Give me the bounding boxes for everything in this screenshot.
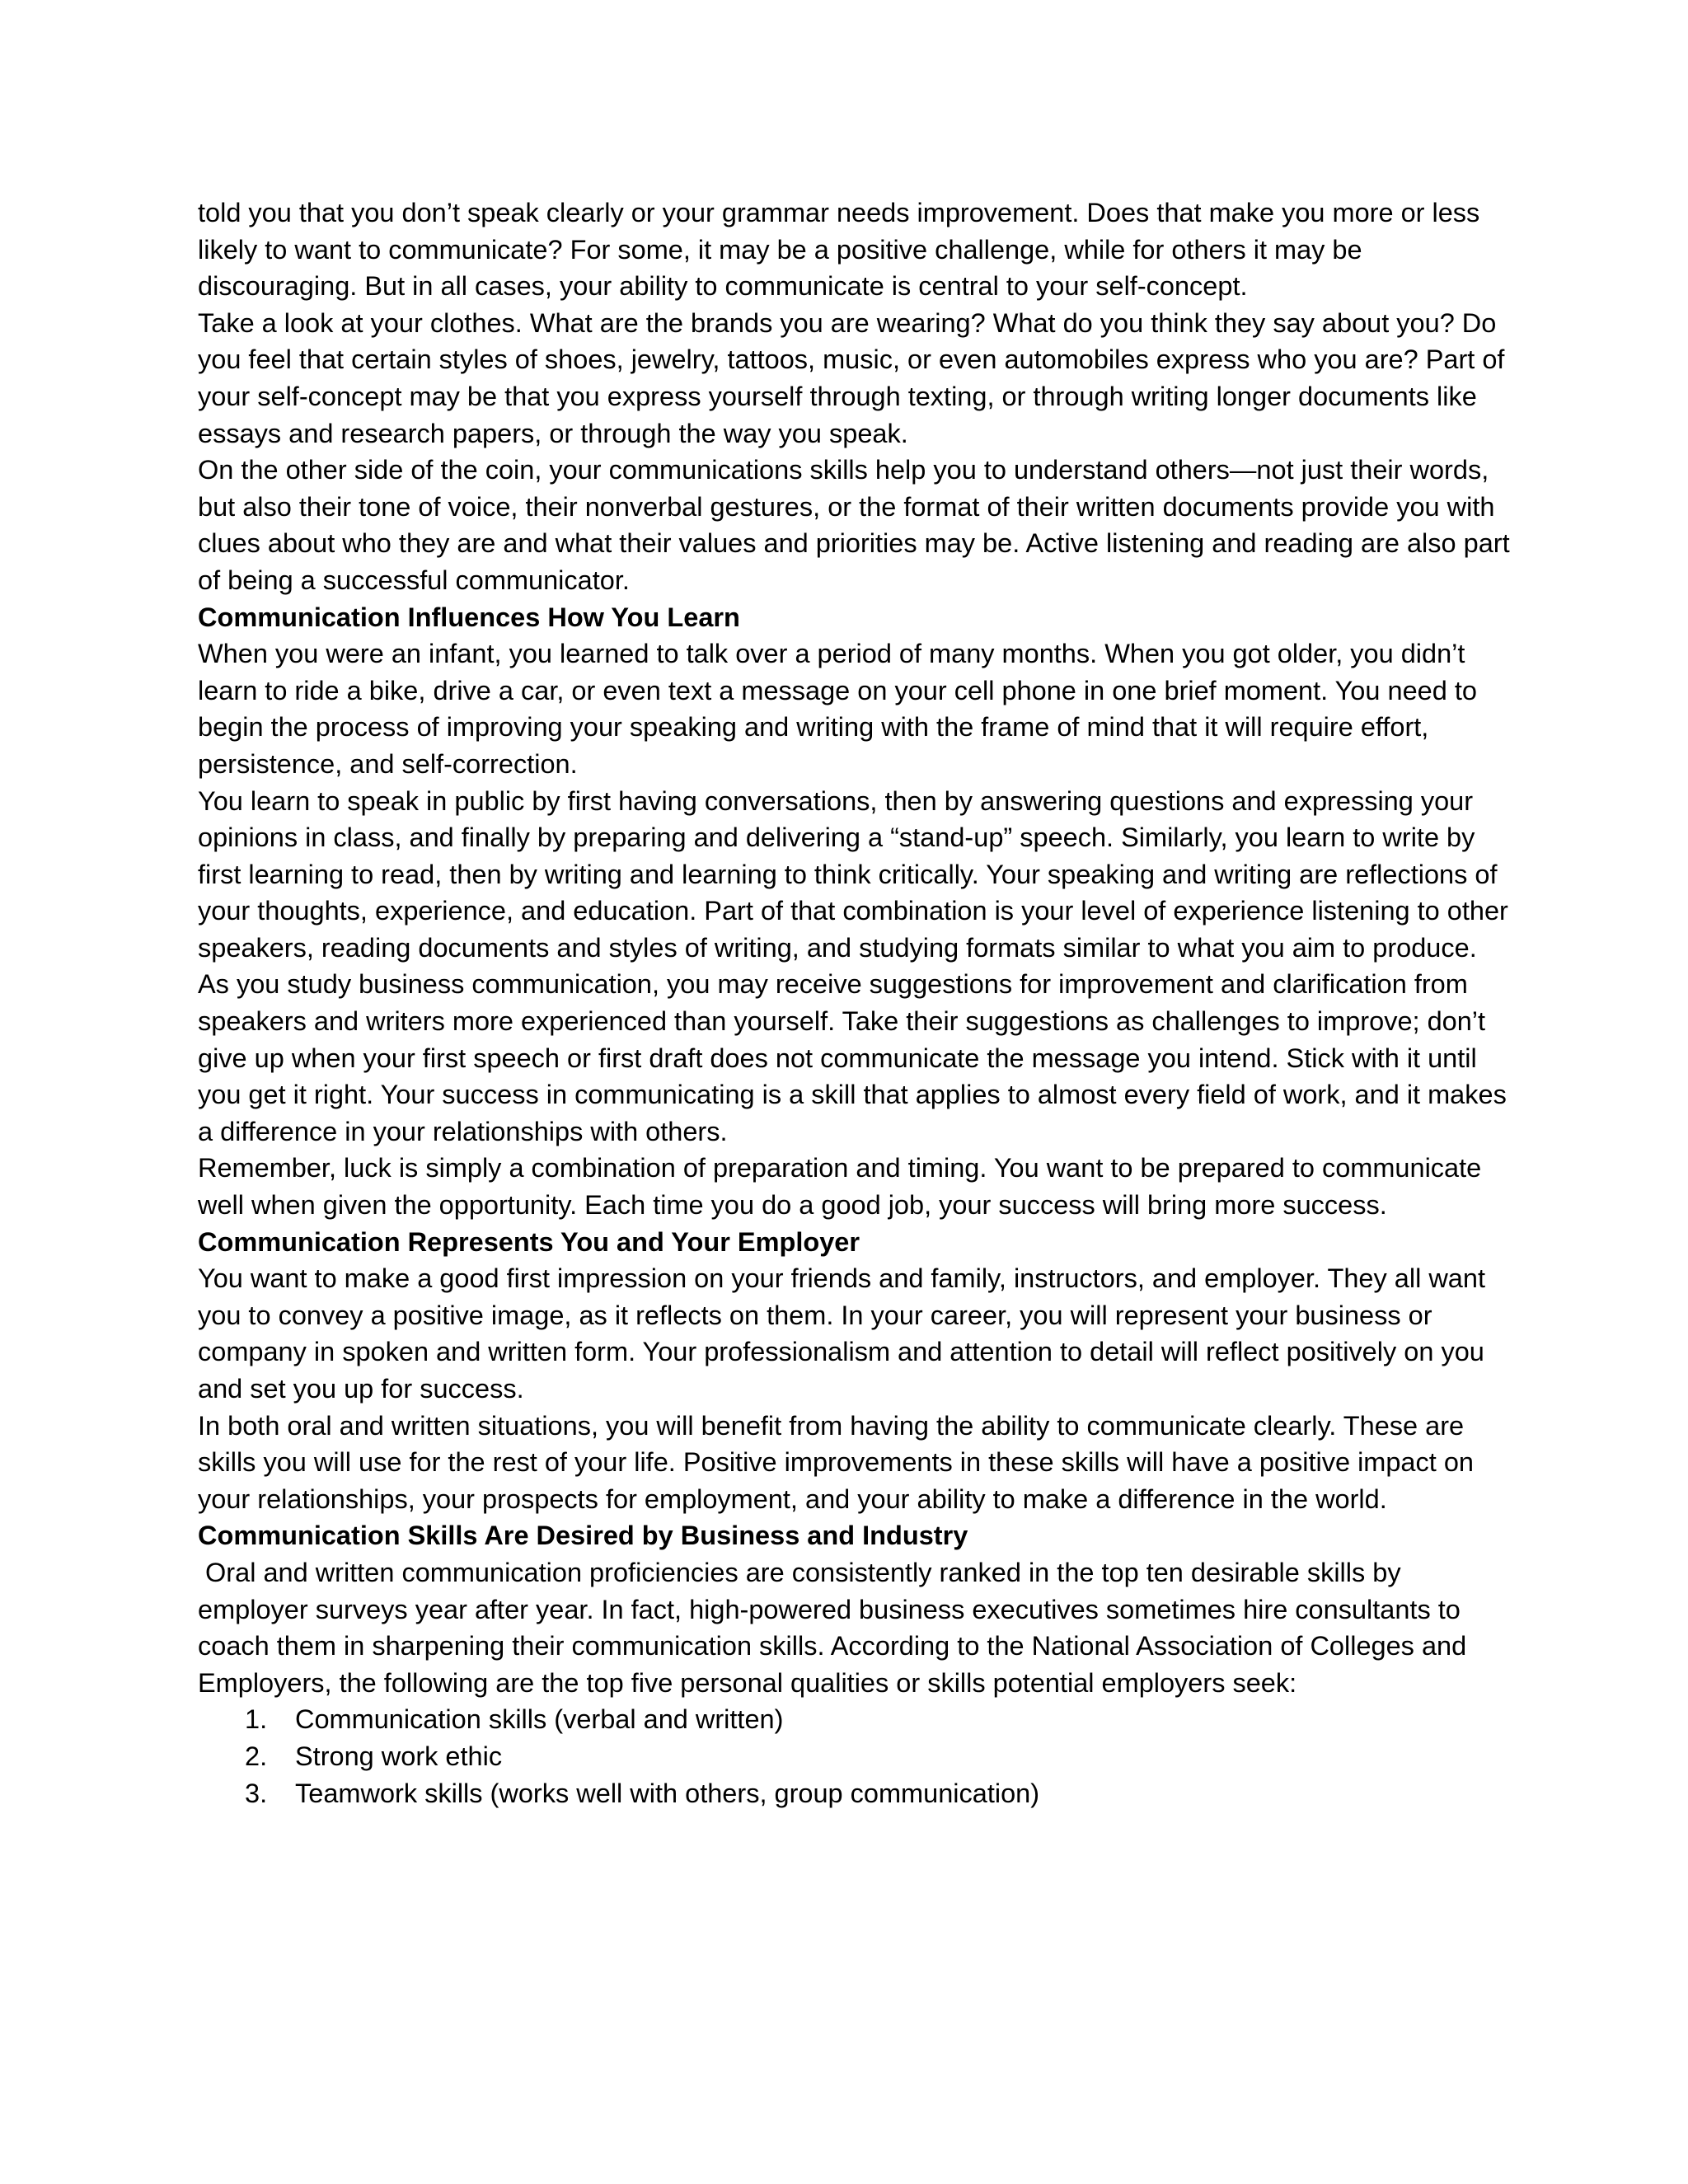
learn-paragraph-3: As you study business communication, you may receive suggestions for improvement and clarification from speakers and writers more experienced than yourself. Take their suggestions as challenges to improve; don’t give up when your first speech or first draft does not communicate the message you intend. Stick with it until you get it right. Your success in communicating is a skill that applies to almost every field of work, and it makes a difference in your relationships with others. [198, 969, 1507, 1146]
intro-paragraph-1: told you that you don’t speak clearly or your grammar needs improvement. Does that make you more or less likely to want to communicate? For some, it may be a positive challenge, while for others it may be discouraging. But in all cases, your ability to communicate is central to your self-concept. [198, 198, 1480, 302]
learn-paragraph-4: Remember, luck is simply a combination of preparation and timing. You want to be prepared to communicate well when given the opportunity. Each time you do a good job, your success will bring more success. [198, 1153, 1482, 1221]
top-skills-list [198, 1701, 1517, 1811]
heading-skills-desired: Communication Skills Are Desired by Business and Industry [198, 1521, 968, 1551]
list-item-text: Communication skills (verbal and written) [295, 1704, 784, 1735]
list-item [198, 1775, 1517, 1812]
represents-paragraph-2: In both oral and written situations, you will benefit from having the ability to communicate clearly. These are skills you will use for the rest of your life. Positive improvements in these skills will have a positive impact on your relationships, your prospects for employment, and your ability to make a difference in the world. [198, 1410, 1474, 1514]
heading-represents-you: Communication Represents You and Your Employer [198, 1226, 860, 1257]
represents-paragraph-1: You want to make a good first impression on your friends and family, instructors, and employer. They all want you to convey a positive image, as it reflects on them. In your career, you will represent your business or company in spoken and written form. Your professionalism and attention to detail will reflect positively on you and set you up for success. [198, 1263, 1485, 1404]
intro-paragraph-3: On the other side of the coin, your communications skills help you to understand others—not just their words, but also their tone of voice, their nonverbal gestures, or the format of their written documents provide you with clues about who they are and what their values and priorities may be. Active listening and reading are also part of being a successful communicator. [198, 455, 1510, 595]
list-item-text: Teamwork skills (works well with others, group communication) [295, 1778, 1040, 1808]
list-item-number: 2. [245, 1741, 268, 1771]
intro-paragraph-2: Take a look at your clothes. What are the brands you are wearing? What do you think they say about you? Do you feel that certain styles of shoes, jewelry, tattoos, music, or even automobiles express who you are? Part of your self-concept may be that you express yourself through texting, or through writing longer documents like essays and research papers, or through the way you speak. [198, 307, 1505, 448]
list-item-text: Strong work ethic [295, 1741, 503, 1771]
list-item-number: 3. [245, 1778, 268, 1808]
list-item-number: 1. [245, 1704, 268, 1735]
learn-paragraph-2: You learn to speak in public by first having conversations, then by answering questions and expressing your opinions in class, and finally by preparing and delivering a “stand-up” speech. Similarly, you learn to write by first learning to read, then by writing and learning to think critically. Your speaking and writing are reflections of your thoughts, experience, and education. Part of that combination is your level of experience listening to other speakers, reading documents and styles of writing, and studying formats similar to what you aim to produce. [198, 785, 1508, 963]
list-item [198, 1701, 1517, 1738]
document-page [198, 194, 1517, 1811]
list-item [198, 1738, 1517, 1775]
learn-paragraph-1: When you were an infant, you learned to talk over a period of many months. When you got older, you didn’t learn to ride a bike, drive a car, or even text a message on your cell phone in one brief moment. You need to begin the process of improving your speaking and writing with the frame of mind that it will require effort, persistence, and self-correction. [198, 639, 1477, 779]
heading-how-you-learn: Communication Influences How You Learn [198, 602, 740, 632]
desired-paragraph: Oral and written communication proficiencies are consistently ranked in the top ten desirable skills by employer surveys year after year. In fact, high-powered business executives sometimes hire consultants to coach them in sharpening their communication skills. According to the National Association of Colleges and Employers, the following are the top five personal qualities or skills potential employers seek: [198, 1557, 1475, 1698]
